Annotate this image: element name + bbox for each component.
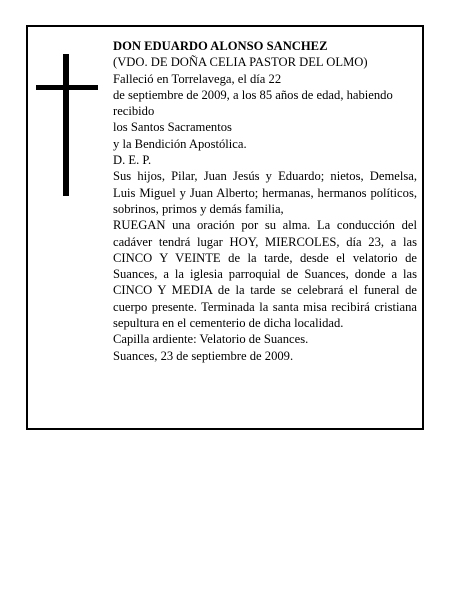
received-line: recibido bbox=[113, 104, 155, 119]
cross-vertical-bar bbox=[63, 54, 69, 196]
widower-of-line: (VDO. DE DOÑA CELIA PASTOR DEL OLMO) bbox=[113, 55, 368, 70]
obituary-text bbox=[113, 38, 417, 364]
request-paragraph: RUEGAN una oración por su alma. La conducción del cadáver tendrá lugar HOY, MIERCOLES, día 23, a las CINCO Y VEINTE de la tarde, desde el velatorio de Suances, a la iglesia parroquial de Suances, donde a las CINCO Y MEDIA de la tarde se celebrará el funeral de cuerpo presente. Terminada la santa misa recibirá cristiana sepultura en el cementerio de dicha localidad. bbox=[113, 218, 417, 331]
rip-line: D. E. P. bbox=[113, 153, 152, 168]
sacraments-line: los Santos Sacramentos bbox=[113, 120, 232, 135]
family-paragraph: Sus hijos, Pilar, Juan Jesús y Eduardo; nietos, Demelsa, Luis Miguel y Juan Alberto; hermanas, hermanos políticos, sobrinos, primos y demás familia, bbox=[113, 169, 417, 216]
place-date-line: Suances, 23 de septiembre de 2009. bbox=[113, 348, 294, 363]
cross-horizontal-bar bbox=[36, 85, 98, 90]
death-place-line: Falleció en Torrelavega, el día 22 bbox=[113, 71, 282, 86]
death-date-age-line: de septiembre de 2009, a los 85 años de edad, habiendo bbox=[113, 87, 393, 102]
deceased-name: DON EDUARDO ALONSO SANCHEZ bbox=[113, 39, 328, 53]
cross-icon bbox=[36, 54, 98, 196]
blessing-line: y la Bendición Apostólica. bbox=[113, 136, 247, 151]
chapel-line: Capilla ardiente: Velatorio de Suances. bbox=[113, 332, 309, 347]
